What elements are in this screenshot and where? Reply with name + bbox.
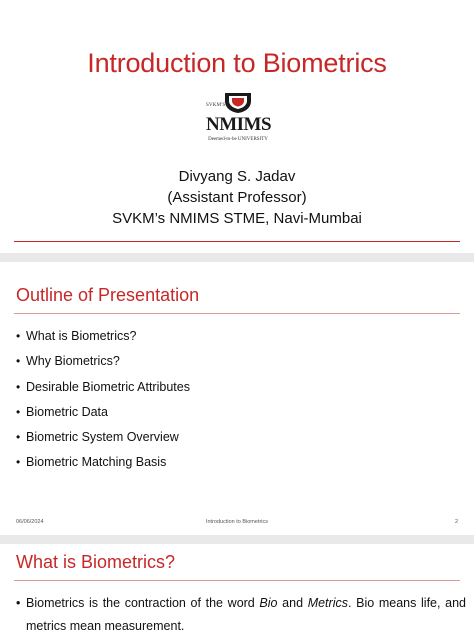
university-logo bbox=[206, 92, 270, 154]
list-item: • Biometric Data bbox=[16, 404, 190, 429]
author-role: (Assistant Professor) bbox=[167, 189, 307, 206]
author-affiliation: SVKM’s NMIMS STME, Navi-Mumbai bbox=[112, 210, 362, 227]
heading-divider bbox=[14, 313, 460, 314]
list-item: • Desirable Biometric Attributes bbox=[16, 379, 190, 404]
footer-title: Introduction to Biometrics bbox=[205, 519, 269, 525]
outline-list bbox=[16, 328, 190, 480]
author-name: Divyang S. Jadav bbox=[178, 168, 296, 185]
presentation-title: Introduction to Biometrics bbox=[87, 48, 387, 78]
logo-org-small: SVKM'S bbox=[206, 103, 226, 108]
outline-slide bbox=[0, 262, 474, 544]
outline-heading: Outline of Presentation bbox=[16, 285, 200, 305]
author-block bbox=[0, 166, 474, 229]
slide-gap bbox=[0, 253, 474, 262]
definition-slide bbox=[0, 544, 474, 632]
logo-org-name: NMIMS bbox=[206, 114, 272, 135]
para-emphasis-metrics: Metrics bbox=[307, 596, 348, 610]
heading-divider bbox=[14, 580, 460, 581]
slide-footer bbox=[16, 519, 458, 527]
para-text: Biometrics is the contraction of the word bbox=[26, 596, 260, 610]
list-item: • Biometric System Overview bbox=[16, 429, 190, 454]
logo-tagline: Deemed-to-be UNIVERSITY bbox=[208, 137, 268, 142]
list-item: • Why Biometrics? bbox=[16, 353, 190, 378]
footer-date: 06/06/2024 bbox=[16, 519, 44, 525]
bottom-divider bbox=[14, 241, 460, 242]
footer-page-number: 2 bbox=[454, 519, 458, 525]
definition-heading: What is Biometrics? bbox=[16, 552, 176, 572]
title-slide bbox=[0, 0, 474, 253]
list-item: • Biometric Matching Basis bbox=[16, 454, 190, 479]
para-emphasis-bio: Bio bbox=[259, 596, 278, 610]
list-item: • What is Biometrics? bbox=[16, 328, 190, 353]
para-text: . Bio means life, and metrics mean measurement. bbox=[26, 596, 466, 633]
para-text: and bbox=[277, 596, 308, 610]
shield-logo-icon bbox=[223, 92, 253, 114]
slide-gap bbox=[0, 535, 474, 544]
definition-paragraph bbox=[16, 592, 466, 638]
